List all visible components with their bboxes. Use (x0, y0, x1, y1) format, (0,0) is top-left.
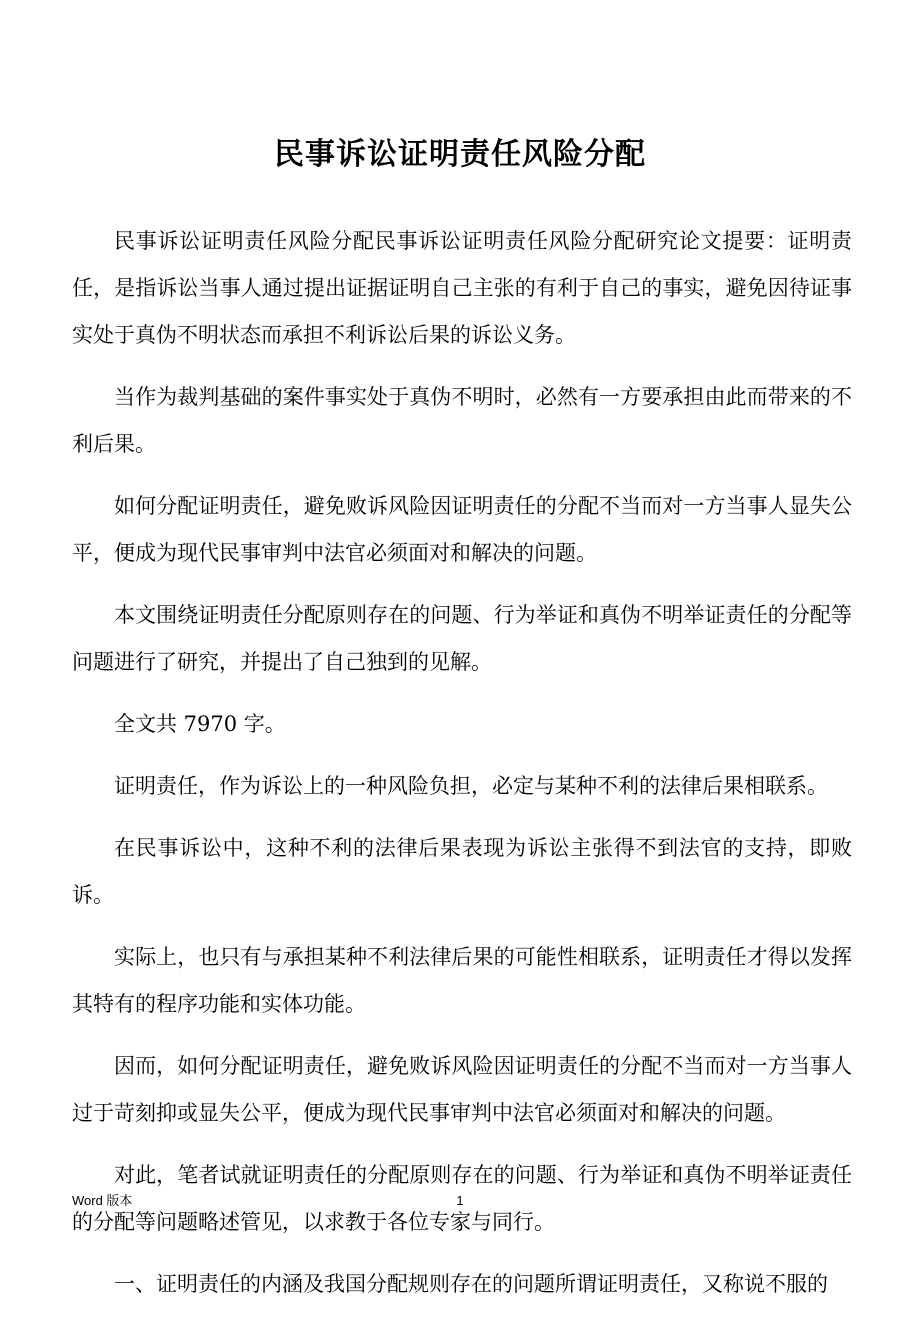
paragraph: 一、证明责任的内涵及我国分配规则存在的问题所谓证明责任，又称说不服的 (114, 1272, 828, 1296)
paragraph: 实际上，也只有与承担某种不利法律后果的可能性相联系，证明责任才得以发挥其特有的程序功能和实体功能。 (72, 945, 852, 1016)
paragraph: 对此，笔者试就证明责任的分配原则存在的问题、行为举证和真伪不明举证责任的分配等问题略述管见，以求教于各位专家与同行。 (72, 1163, 852, 1234)
paragraph: 在民事诉讼中，这种不利的法律后果表现为诉讼主张得不到法官的支持，即败诉。 (72, 836, 852, 907)
document-body (72, 218, 852, 1323)
paragraph: 全文共 7970 字。 (114, 712, 286, 736)
paragraph: 本文围绕证明责任分配原则存在的问题、行为举证和真伪不明举证责任的分配等问题进行了研究，并提出了自己独到的见解。 (72, 603, 852, 674)
paragraph: 民事诉讼证明责任风险分配民事诉讼证明责任风险分配研究论文提要：证明责任，是指诉讼当事人通过提出证据证明自己主张的有利于自己的事实，避免因待证事实处于真伪不明状态而承担不利诉讼后果的诉讼义务。 (72, 229, 852, 347)
paragraph: 因而，如何分配证明责任，避免败诉风险因证明责任的分配不当而对一方当事人过于苛刻抑或显失公平，便成为现代民事审判中法官必须面对和解决的问题。 (72, 1054, 852, 1125)
footer-label: Word 版本 (72, 1193, 133, 1208)
page-number: 1 (456, 1193, 464, 1208)
paragraph: 证明责任，作为诉讼上的一种风险负担，必定与某种不利的法律后果相联系。 (114, 774, 828, 798)
paragraph: 当作为裁判基础的案件事实处于真伪不明时，必然有一方要承担由此而带来的不利后果。 (72, 385, 852, 456)
document-title: 民事诉讼证明责任风险分配 (274, 137, 646, 172)
paragraph: 如何分配证明责任，避免败诉风险因证明责任的分配不当而对一方当事人显失公平，便成为现代民事审判中法官必须面对和解决的问题。 (72, 494, 852, 565)
